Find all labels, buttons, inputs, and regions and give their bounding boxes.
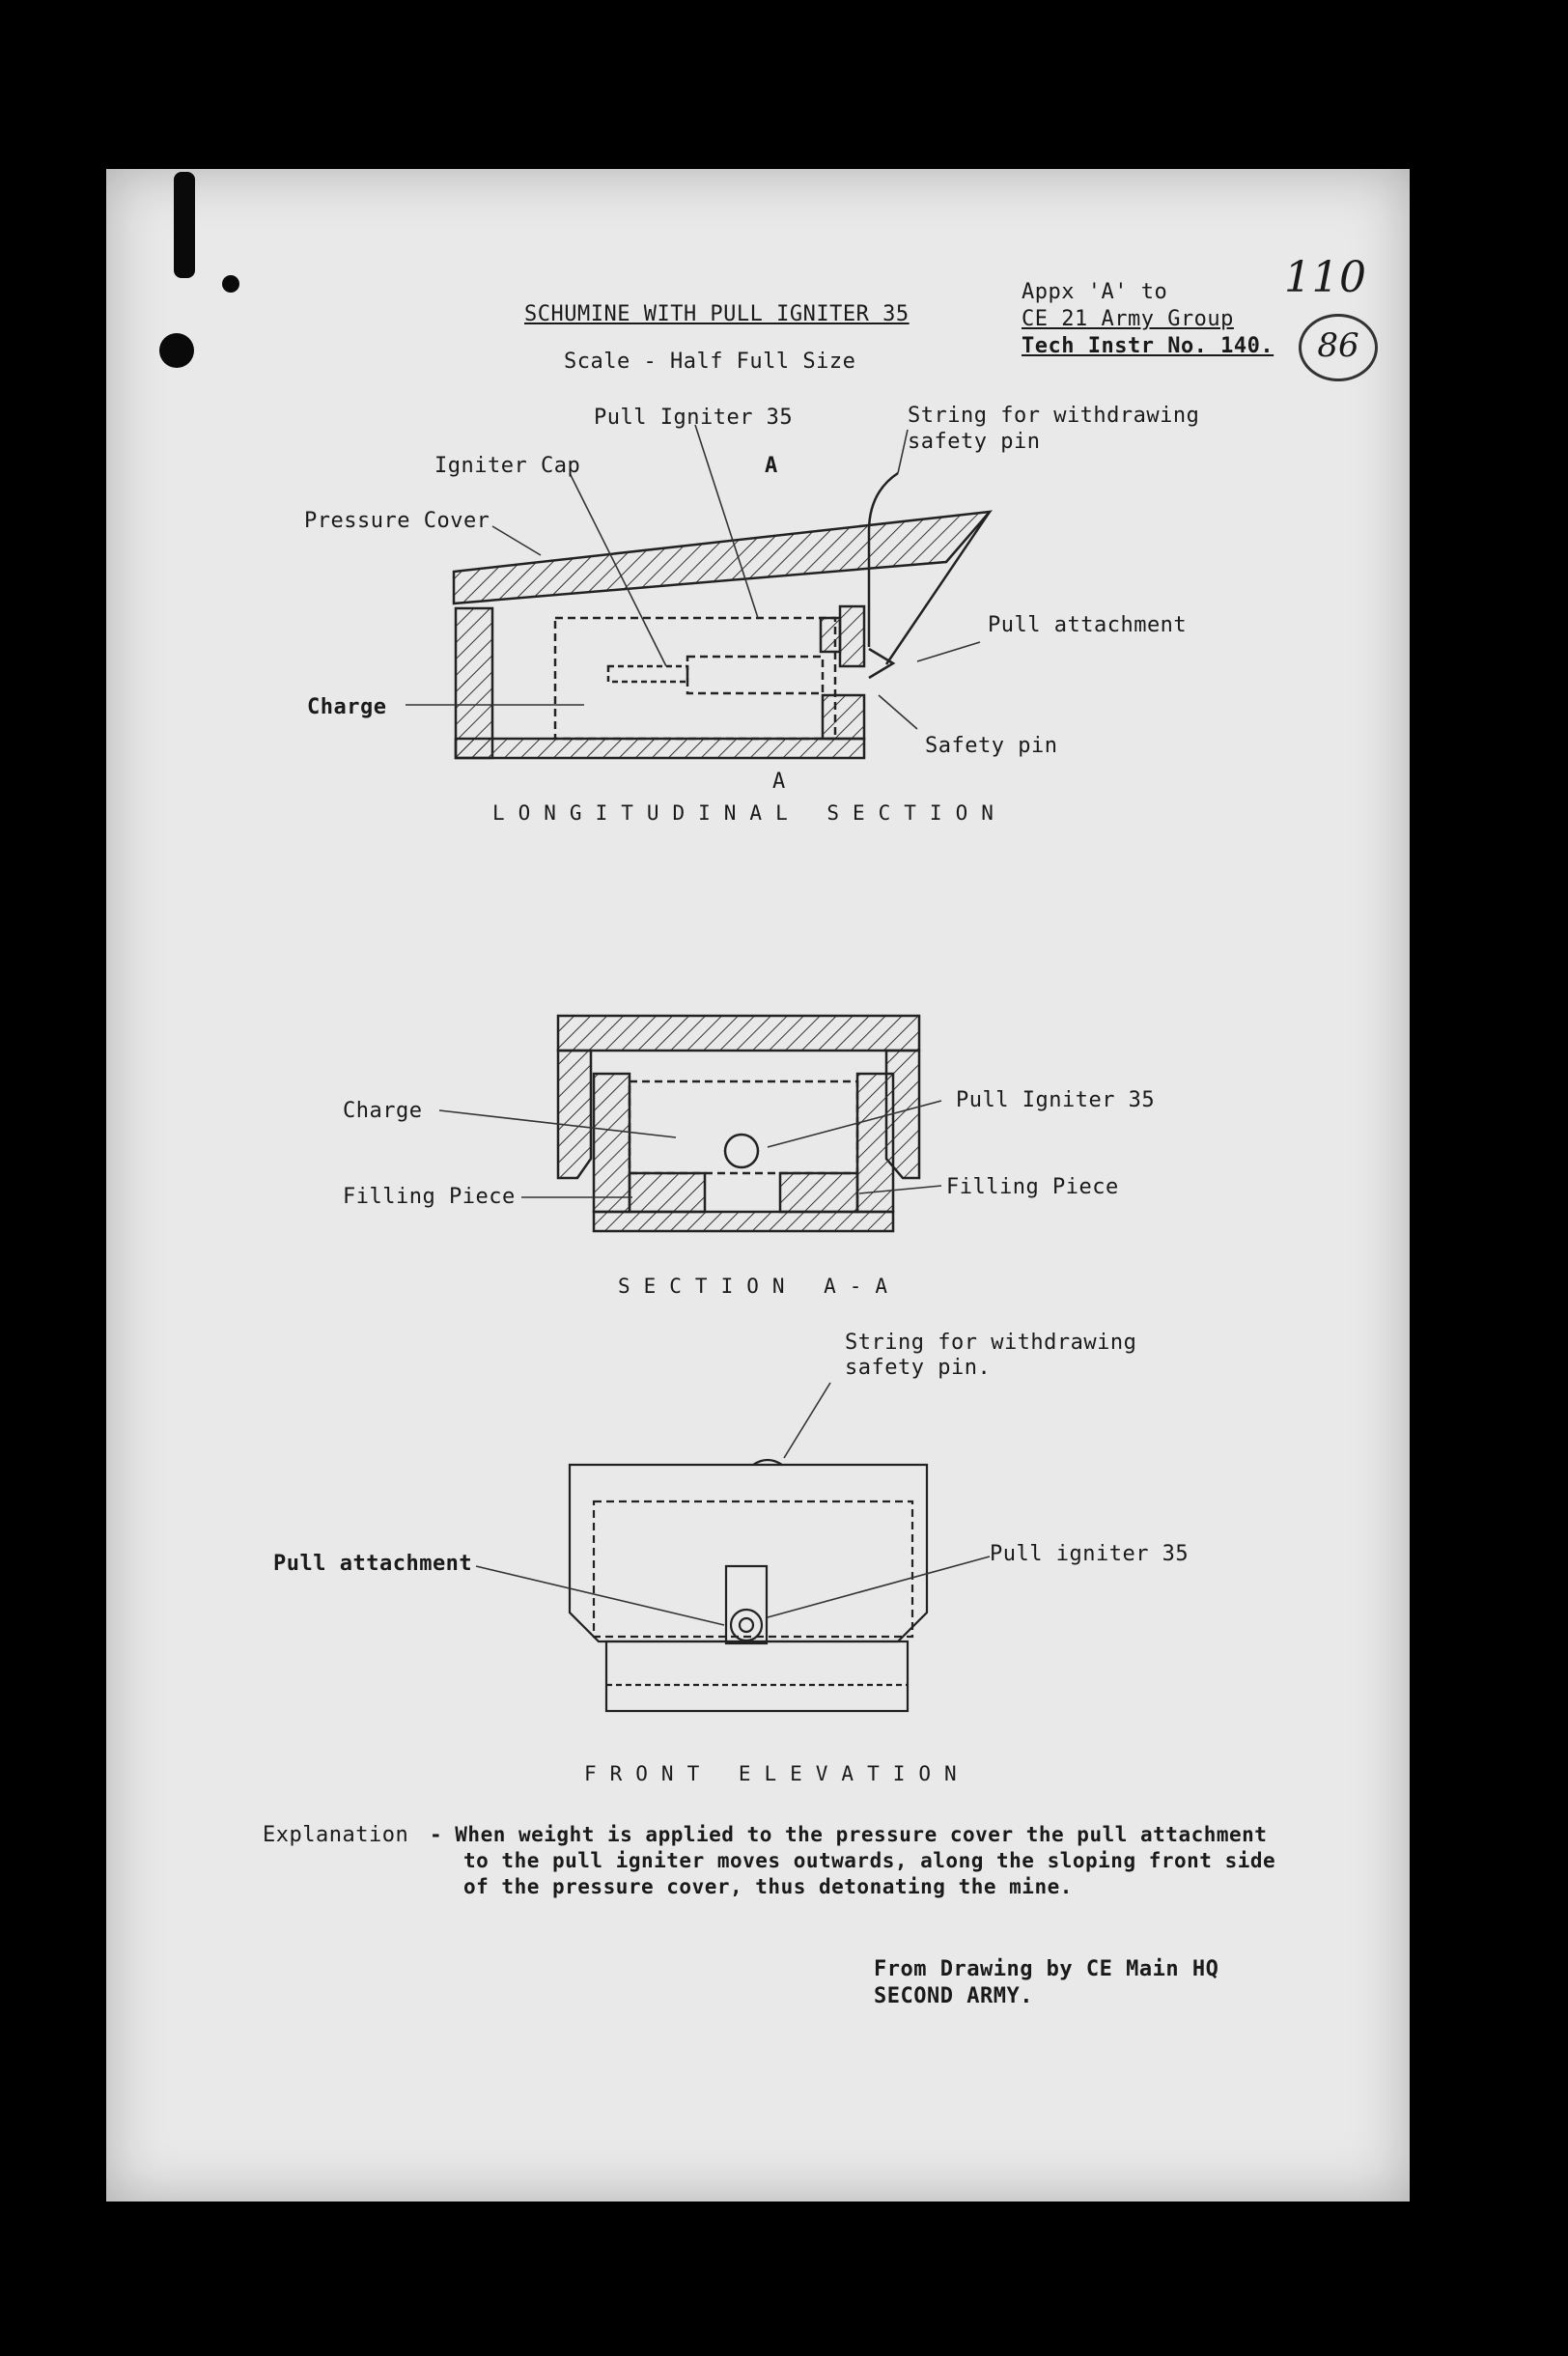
label-front-pull-attachment: Pull attachment [273,1552,473,1576]
circled-page-number-text: 86 [1317,326,1359,365]
label-igniter-cap: Igniter Cap [434,454,581,478]
caption-section-aa: SECTION A-A [618,1275,902,1298]
label-section-a-bottom: A [772,770,786,794]
label-string: String for withdrawing [908,404,1200,428]
section-aa-drawing [558,1016,919,1231]
label-pressure-cover: Pressure Cover [304,509,490,533]
explanation-line-2: to the pull igniter moves outwards, along the sloping front side [463,1849,1276,1872]
caption-longitudinal-section: LONGITUDINAL SECTION [492,801,1007,825]
explanation-line-1: - When weight is applied to the pressure cover the pull attachment [430,1823,1268,1846]
label-front-string-2: safety pin. [845,1356,992,1380]
label-front-string: String for withdrawing [845,1331,1137,1355]
reference-line-3: Tech Instr No. 140. [1022,334,1274,358]
label-aa-filling-left: Filling Piece [343,1185,516,1209]
explanation-line-3: of the pressure cover, thus detonating the mine. [463,1875,1073,1898]
label-aa-filling-right: Filling Piece [946,1175,1119,1199]
reference-line-2: CE 21 Army Group [1022,307,1234,331]
caption-front-elevation: FRONT ELEVATION [584,1762,970,1785]
footer-line-2: SECOND ARMY. [874,1984,1033,2008]
reference-line-1: Appx 'A' to [1022,280,1168,304]
handwritten-number: 110 [1284,253,1367,302]
longitudinal-section-drawing [454,473,990,758]
label-pull-igniter: Pull Igniter 35 [594,406,794,430]
label-charge: Charge [307,695,387,719]
label-aa-charge: Charge [343,1099,423,1123]
explanation-label: Explanation [263,1823,409,1847]
label-string-2: safety pin [908,430,1041,454]
front-elevation-drawing [570,1460,927,1711]
label-aa-pull-igniter: Pull Igniter 35 [956,1088,1156,1112]
scale-note: Scale - Half Full Size [564,350,856,374]
footer-line-1: From Drawing by CE Main HQ [874,1957,1219,1981]
label-pull-attachment: Pull attachment [988,613,1188,637]
label-safety-pin: Safety pin [925,734,1058,758]
label-front-pull-igniter: Pull igniter 35 [990,1542,1190,1566]
document-title: SCHUMINE WITH PULL IGNITER 35 [524,302,910,326]
label-section-a-top: A [765,454,778,478]
